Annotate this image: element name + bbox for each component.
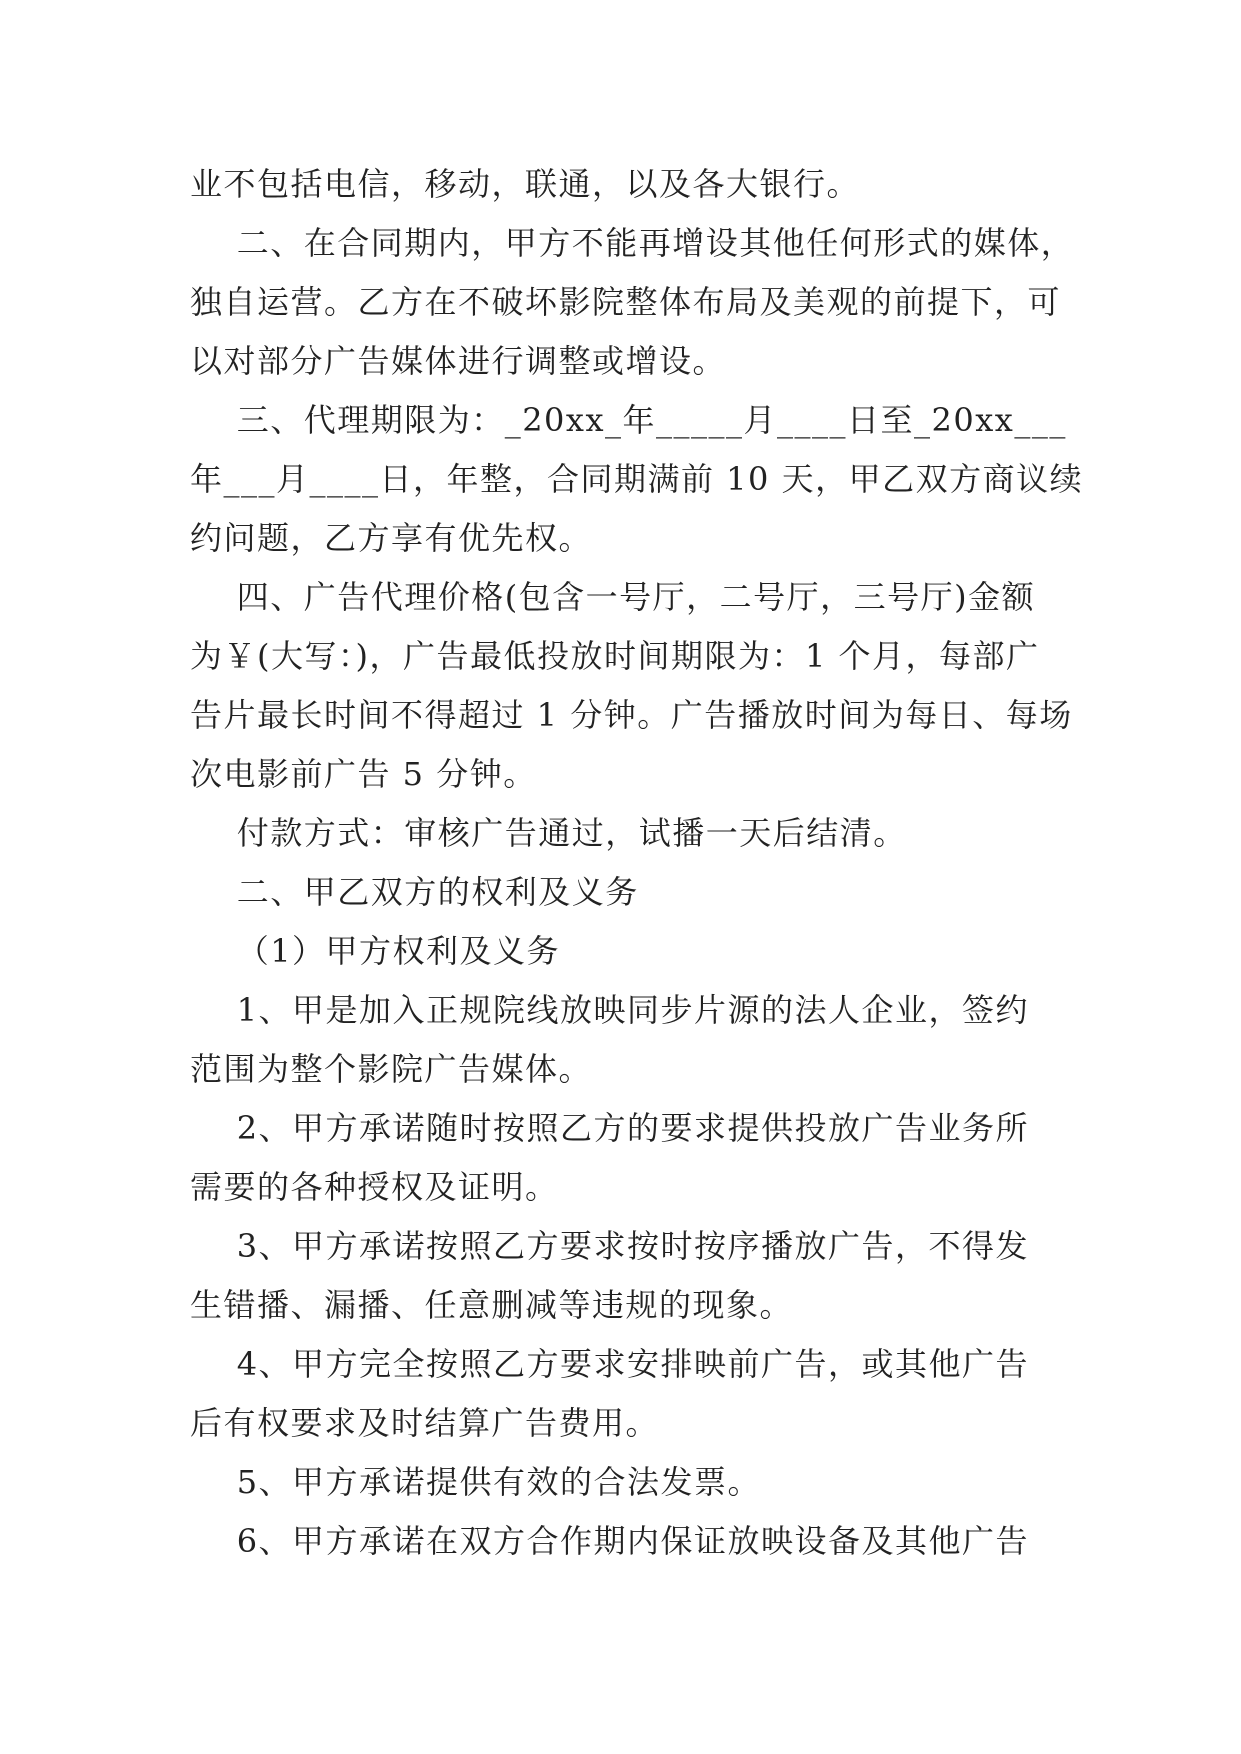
text-line: 四、广告代理价格(包含一号厅，二号厅，三号厅)金额 (190, 578, 1036, 616)
text-line: 为￥(大写：)，广告最低投放时间期限为：1 个月，每部广 (190, 637, 1040, 675)
text-line: 独自运营。乙方在不破坏影院整体布局及美观的前提下，可 (190, 283, 1062, 321)
text-line: 业不包括电信，移动，联通，以及各大银行。 (190, 165, 861, 203)
text-line: 6、甲方承诺在双方合作期内保证放映设备及其他广告 (190, 1522, 1030, 1560)
text-line: 二、在合同期内，甲方不能再增设其他任何形式的媒体， (190, 224, 1075, 262)
text-line: 5、甲方承诺提供有效的合法发票。 (190, 1463, 762, 1501)
text-line: 需要的各种授权及证明。 (190, 1168, 559, 1206)
text-line: 次电影前广告 5 分钟。 (190, 755, 537, 793)
text-line: 三、代理期限为：_20xx_年_____月____日至_20xx___ (190, 401, 1067, 439)
subsection-heading: （1）甲方权利及义务 (190, 932, 561, 970)
text-line: 4、甲方完全按照乙方要求安排映前广告，或其他广告 (190, 1345, 1030, 1383)
text-line: 付款方式：审核广告通过，试播一天后结清。 (190, 814, 907, 852)
text-line: 生错播、漏播、任意删减等违规的现象。 (190, 1286, 794, 1324)
text-line: 2、甲方承诺随时按照乙方的要求提供投放广告业务所 (190, 1109, 1030, 1147)
text-line: 约问题，乙方享有优先权。 (190, 519, 593, 557)
text-line: 1、甲是加入正规院线放映同步片源的法人企业，签约 (190, 991, 1030, 1029)
text-line: 3、甲方承诺按照乙方要求按时按序播放广告，不得发 (190, 1227, 1030, 1265)
text-line: 后有权要求及时结算广告费用。 (190, 1404, 660, 1442)
text-line: 范围为整个影院广告媒体。 (190, 1050, 593, 1088)
text-line: 年___月____日，年整，合同期满前 10 天，甲乙双方商议续 (190, 460, 1084, 498)
section-heading: 二、甲乙双方的权利及义务 (190, 873, 639, 911)
text-line: 以对部分广告媒体进行调整或增设。 (190, 342, 727, 380)
text-line: 告片最长时间不得超过 1 分钟。广告播放时间为每日、每场 (190, 696, 1073, 734)
